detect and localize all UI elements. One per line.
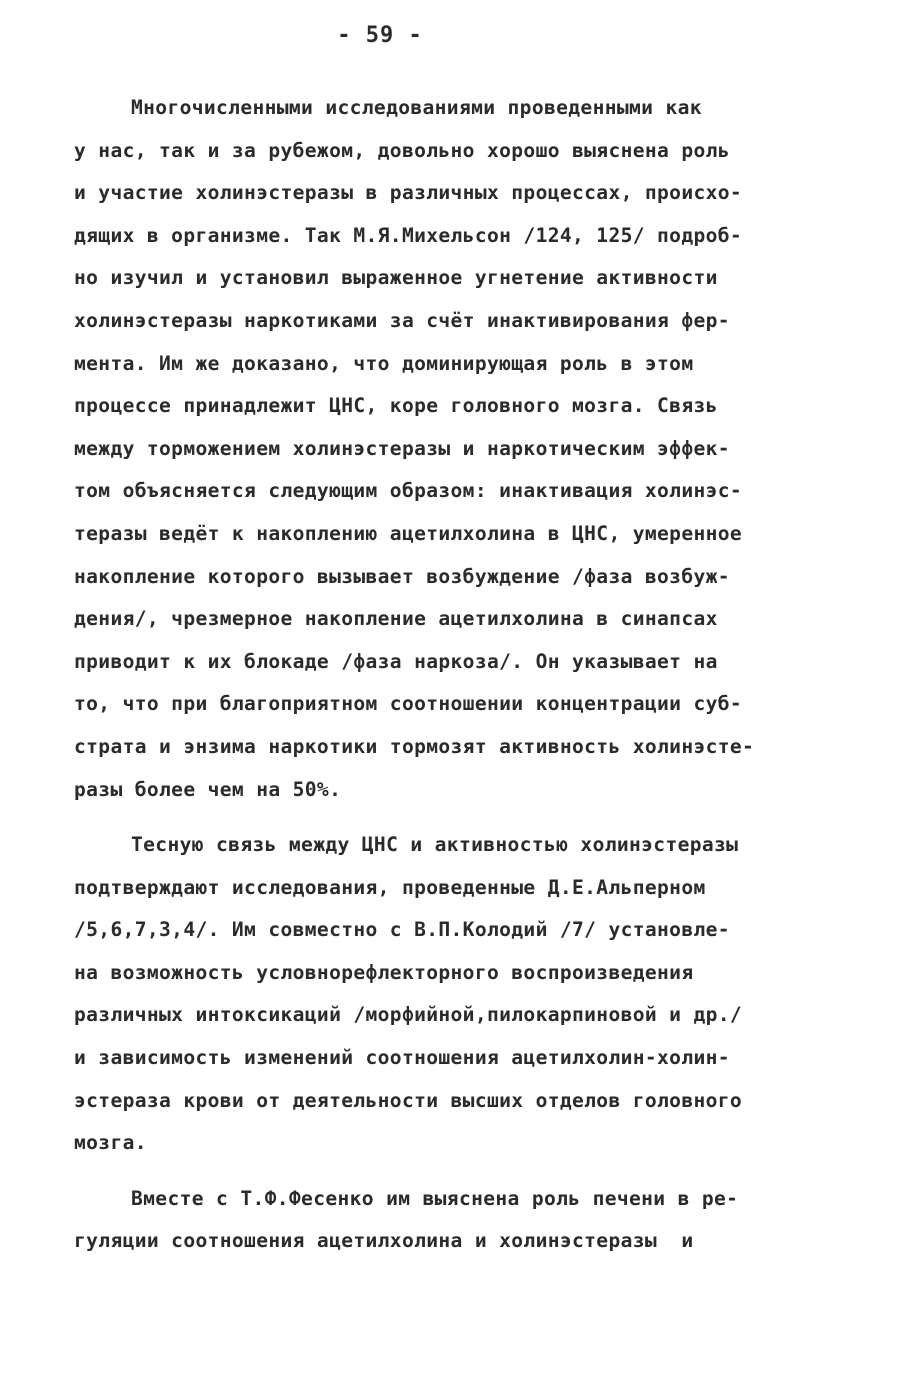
text-line: накопление которого вызывает возбуждение /фаза возбуж- bbox=[74, 564, 730, 588]
text-line: то, что при благоприятном соотношении концентрации суб- bbox=[74, 692, 743, 716]
text-line: страта и энзима наркотики тормозят активность холинэсте- bbox=[74, 734, 755, 758]
text-line: мозга. bbox=[74, 1131, 147, 1155]
text-line: и зависимость изменений соотношения ацетилхолин-холин- bbox=[74, 1046, 730, 1070]
page-number: - 59 - bbox=[337, 23, 423, 48]
text-line: Вместе с Т.Ф.Фесенко им выяснена роль печени в ре- bbox=[131, 1186, 739, 1210]
text-line: том объясняется следующим образом: инактивация холинэс- bbox=[74, 479, 743, 503]
text-line: подтверждают исследования, проведенные Д.Е.Альперном bbox=[74, 875, 706, 899]
paragraph-1 bbox=[74, 87, 864, 811]
text-line: между торможением холинэстеразы и наркотическим эффек- bbox=[74, 436, 730, 460]
text-line: у нас, так и за рубежом, довольно хорошо выяснена роль bbox=[74, 138, 730, 162]
text-line: эстераза крови от деятельности высших отделов головного bbox=[74, 1088, 743, 1112]
text-line: Многочисленными исследованиями проведенными как bbox=[131, 96, 702, 119]
text-line: /5,6,7,3,4/. Им совместно с В.П.Колодий /7/ установле- bbox=[74, 918, 730, 942]
text-line: процессе принадлежит ЦНС, коре головного мозга. Связь bbox=[74, 394, 718, 418]
text-line: мента. Им же доказано, что доминирующая роль в этом bbox=[74, 351, 694, 375]
text-line: различных интоксикаций /морфийной,пилокарпиновой и др./ bbox=[74, 1003, 743, 1027]
text-line: но изучил и установил выраженное угнетение активности bbox=[74, 266, 718, 290]
text-line: на возможность условнорефлекторного воспроизведения bbox=[74, 960, 694, 984]
text-line: дения/, чрезмерное накопление ацетилхолина в синапсах bbox=[74, 607, 718, 631]
text-line: теразы ведёт к накоплению ацетилхолина в ЦНС, умеренное bbox=[74, 521, 743, 545]
text-line: холинэстеразы наркотиками за счёт инактивирования фер- bbox=[74, 308, 730, 332]
paragraph-spacer bbox=[74, 1165, 864, 1178]
paragraph-2 bbox=[74, 824, 864, 1165]
paragraph-spacer bbox=[74, 811, 864, 824]
text-line: Тесную связь между ЦНС и активностью холинэстеразы bbox=[131, 833, 739, 857]
text-line: дящих в организме. Так М.Я.Михельсон /124, 125/ подроб- bbox=[74, 223, 743, 247]
text-line: и участие холинэстеразы в различных процессах, происхо- bbox=[74, 181, 743, 205]
text-line: приводит к их блокаде /фаза наркоза/. Он указывает на bbox=[74, 649, 718, 673]
text-line: гуляции соотношения ацетилхолина и холинэстеразы и bbox=[74, 1229, 694, 1253]
text-line: разы более чем на 50%. bbox=[74, 777, 342, 801]
paragraph-3 bbox=[74, 1178, 864, 1263]
body-text bbox=[74, 87, 864, 1263]
